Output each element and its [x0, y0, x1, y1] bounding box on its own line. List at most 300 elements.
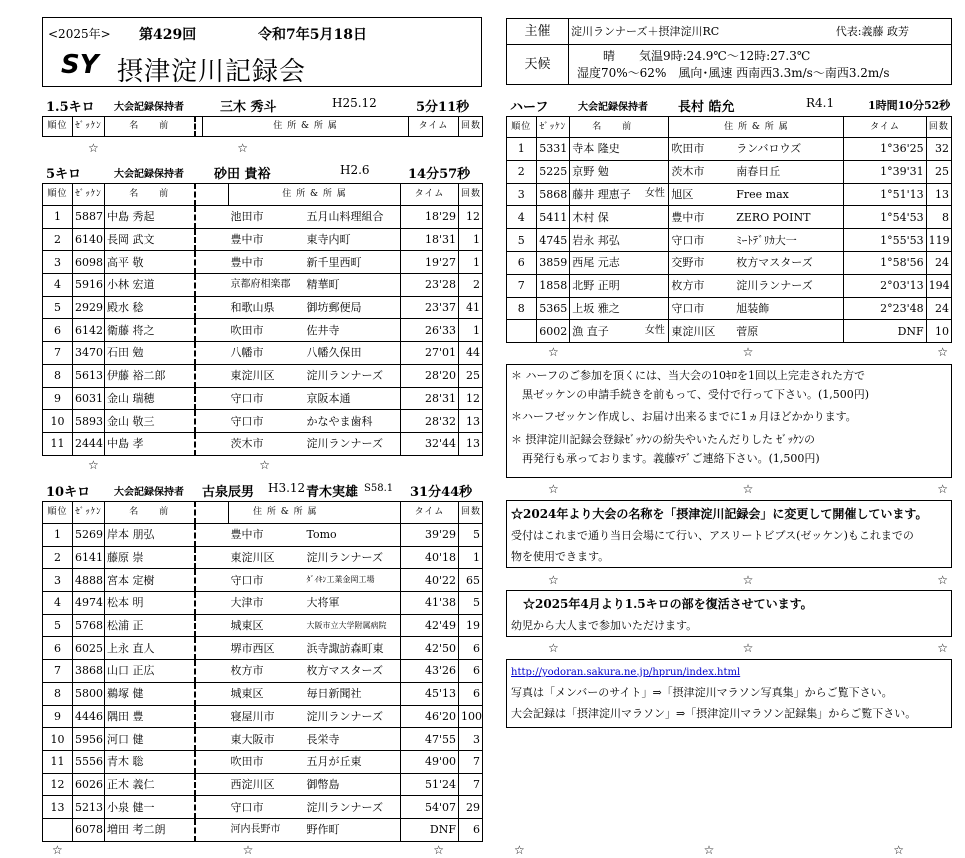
affiliation-cell: 京阪本通	[305, 387, 401, 410]
rank-cell: 2	[43, 546, 73, 569]
table-row	[507, 229, 952, 252]
count-cell: 44	[459, 342, 483, 365]
star-icon: ☆	[514, 843, 525, 857]
spacer-cell	[195, 569, 229, 592]
star-row	[88, 458, 270, 472]
city-cell: 堺市西区	[229, 637, 305, 660]
count-cell: 19	[459, 614, 483, 637]
star-icon: ☆	[548, 641, 559, 655]
note-text: 大会記録は「摂津淀川マラソン」⇒「摂津淀川マラソン記録集」からご覧下さい。	[511, 706, 917, 720]
table-5km	[42, 183, 483, 456]
city-cell: 大津市	[229, 592, 305, 615]
affiliation-cell: 淀川ランナーズ	[305, 364, 401, 387]
col-bib: ｾﾞｯｹﾝ	[73, 502, 105, 524]
rank-cell: 7	[43, 660, 73, 683]
col-bib: ｾﾞｯｹﾝ	[73, 184, 105, 206]
col-bib: ｾﾞｯｹﾝ	[73, 117, 105, 137]
gender-cell	[641, 297, 668, 320]
table-row	[43, 296, 483, 319]
name-cell: 隅田 豊	[105, 705, 195, 728]
name-cell: 河口 健	[105, 728, 195, 751]
count-cell: 24	[926, 251, 951, 274]
rank-cell: 9	[43, 387, 73, 410]
col-count: 回数	[459, 502, 483, 524]
city-cell: 吹田市	[229, 750, 305, 773]
name-cell: 松本 明	[105, 592, 195, 615]
name-cell: 藤井 理恵子	[570, 183, 642, 206]
spacer-cell	[195, 592, 229, 615]
table-row	[43, 750, 483, 773]
name-cell: 伊藤 裕二郎	[105, 364, 195, 387]
table-row	[43, 682, 483, 705]
spacer-cell	[195, 773, 229, 796]
name-cell: 宮本 定樹	[105, 569, 195, 592]
rank-cell: 5	[43, 296, 73, 319]
time-cell: DNF	[844, 320, 926, 343]
record-holder: 古泉辰男	[202, 485, 255, 500]
col-time: タイム	[401, 184, 459, 206]
holder-label: 大会記録保持者	[114, 487, 184, 498]
distance-label: ハーフ	[510, 100, 549, 115]
table-row	[507, 183, 952, 206]
table-row	[43, 432, 483, 455]
col-bib: ｾﾞｯｹﾝ	[536, 117, 570, 138]
table-1-5km	[42, 116, 483, 137]
count-cell: 1	[459, 251, 483, 274]
star-row	[548, 573, 948, 587]
city-cell: 京都府相楽郡	[229, 274, 305, 297]
count-cell: 194	[926, 274, 951, 297]
time-cell: 18'31	[401, 228, 459, 251]
col-name: 名 前	[105, 117, 195, 137]
note-half-entry	[506, 364, 952, 478]
rank-cell: 7	[43, 342, 73, 365]
bib-cell: 5868	[536, 183, 570, 206]
note-title: ☆2025年4月より1.5キロの部を復活させています。	[523, 597, 813, 611]
website-link[interactable]: http://yodoran.sakura.ne.jp/hprun/index.html	[511, 667, 741, 678]
name-cell: 山口 正広	[105, 660, 195, 683]
spacer-cell	[195, 637, 229, 660]
city-cell: 守口市	[229, 796, 305, 819]
table-row	[507, 274, 952, 297]
table-row	[43, 773, 483, 796]
affiliation-cell: 旭装飾	[734, 297, 844, 320]
distance-label: 5キロ	[46, 167, 82, 182]
bib-cell: 6026	[73, 773, 105, 796]
rank-cell: 10	[43, 410, 73, 433]
rank-cell: 1	[43, 524, 73, 547]
star-icon: ☆	[742, 345, 754, 359]
count-cell: 1	[459, 546, 483, 569]
affiliation-cell: 淀川ランナーズ	[305, 705, 401, 728]
record-date-2: S58.1	[364, 483, 394, 494]
record-date: H25.12	[332, 96, 377, 110]
bib-cell: 5365	[536, 297, 570, 320]
spacer-cell	[195, 818, 229, 841]
count-cell: 13	[459, 432, 483, 455]
record-date: R4.1	[806, 96, 835, 110]
affiliation-cell: ﾐｰﾄﾃﾞﾘｶ大一	[734, 229, 844, 252]
count-cell: 2	[459, 274, 483, 297]
rank-cell: 11	[43, 432, 73, 455]
table-row	[43, 228, 483, 251]
time-cell: 1°51'13	[844, 183, 926, 206]
name-cell: 西尾 元志	[570, 251, 642, 274]
bib-cell: 5269	[73, 524, 105, 547]
rank-cell: 11	[43, 750, 73, 773]
distance-label: 1.5キロ	[46, 100, 95, 115]
name-cell: 北野 正明	[570, 274, 642, 297]
affiliation-cell: 淀川ランナーズ	[734, 274, 844, 297]
note-1-5km	[506, 590, 952, 637]
record-holder: 三木 秀斗	[220, 100, 277, 115]
section-header-half	[508, 96, 954, 115]
year-tag: <2025年>	[48, 27, 111, 41]
col-rank: 順位	[43, 184, 73, 206]
table-row	[43, 251, 483, 274]
bib-cell: 5225	[536, 160, 570, 183]
time-cell: 1°36'25	[844, 138, 926, 161]
rank-cell: 6	[43, 319, 73, 342]
gender-cell: 女性	[641, 320, 668, 343]
city-cell: 守口市	[669, 297, 734, 320]
name-cell: 漁 直子	[570, 320, 642, 343]
star-row	[548, 482, 948, 496]
star-icon: ☆	[548, 345, 559, 359]
bib-cell: 5916	[73, 274, 105, 297]
count-cell: 24	[926, 297, 951, 320]
affiliation-cell: 大将軍	[305, 592, 401, 615]
table-row	[43, 274, 483, 297]
affiliation-cell: かなやま歯科	[305, 410, 401, 433]
star-icon: ☆	[259, 458, 270, 472]
rank-cell: 3	[507, 183, 537, 206]
affiliation-cell: 五月が丘東	[305, 750, 401, 773]
rank-cell: 8	[507, 297, 537, 320]
bib-cell: 3868	[73, 660, 105, 683]
star-icon: ☆	[88, 458, 99, 472]
col-count: 回数	[459, 184, 483, 206]
rank-cell: 13	[43, 796, 73, 819]
count-cell: 12	[459, 206, 483, 229]
spacer-cell	[195, 524, 229, 547]
count-cell: 6	[459, 637, 483, 660]
count-cell: 13	[459, 410, 483, 433]
affiliation-cell: 毎日新聞社	[305, 682, 401, 705]
table-row	[507, 138, 952, 161]
spacer-cell	[195, 796, 229, 819]
col-count: 回数	[459, 117, 483, 137]
city-cell: 河内長野市	[229, 818, 305, 841]
city-cell: 東淀川区	[229, 364, 305, 387]
affiliation-cell: 長栄寺	[305, 728, 401, 751]
weather-line2: 湿度70%〜62% 風向･風速 西南西3.3m/s〜南西3.2m/s	[577, 65, 890, 80]
time-cell: 28'20	[401, 364, 459, 387]
bib-cell: 6002	[536, 320, 570, 343]
city-cell: 豊中市	[229, 251, 305, 274]
city-cell: 東大阪市	[229, 728, 305, 751]
note-text: ＊ ハーフのご参加を頂くには、当大会の10ｷﾛを1回以上完走された方で	[511, 369, 865, 382]
spacer-cell	[195, 660, 229, 683]
time-cell: 47'55	[401, 728, 459, 751]
name-cell: 金山 瑞穂	[105, 387, 195, 410]
count-cell: 6	[459, 682, 483, 705]
name-cell: 高平 敬	[105, 251, 195, 274]
star-icon: ☆	[548, 482, 559, 496]
table-10km	[42, 501, 483, 842]
affiliation-cell: 枚方マスターズ	[734, 251, 844, 274]
affiliation-cell: ZERO POINT	[734, 206, 844, 229]
record-holder: 長村 皓允	[678, 100, 735, 115]
count-cell: 6	[459, 660, 483, 683]
city-cell: 茨木市	[229, 432, 305, 455]
star-icon: ☆	[937, 482, 948, 496]
star-icon: ☆	[52, 843, 63, 857]
table-row	[43, 614, 483, 637]
count-cell: 32	[926, 138, 951, 161]
note-links	[506, 659, 952, 728]
name-cell: 松浦 正	[105, 614, 195, 637]
representative: 代表:義藤 政芳	[835, 25, 909, 38]
count-cell: 7	[459, 773, 483, 796]
col-rank: 順位	[43, 117, 73, 137]
title-box	[42, 17, 482, 87]
time-cell: DNF	[401, 818, 459, 841]
time-cell: 1°55'53	[844, 229, 926, 252]
bib-cell: 4888	[73, 569, 105, 592]
time-cell: 51'24	[401, 773, 459, 796]
count-cell: 100	[459, 705, 483, 728]
bib-cell: 5887	[73, 206, 105, 229]
time-cell: 43'26	[401, 660, 459, 683]
gender-cell	[641, 160, 668, 183]
bib-cell: 5800	[73, 682, 105, 705]
record-time: 1時間10分52秒	[868, 99, 951, 112]
affiliation-cell: 精華町	[305, 274, 401, 297]
bib-cell: 6025	[73, 637, 105, 660]
city-cell: 旭区	[669, 183, 734, 206]
gender-cell	[641, 229, 668, 252]
name-cell: 小林 宏道	[105, 274, 195, 297]
name-cell: 増田 考二朗	[105, 818, 195, 841]
city-cell: 和歌山県	[229, 296, 305, 319]
weather-label: 天候	[507, 45, 569, 85]
city-cell: 茨木市	[669, 160, 734, 183]
star-icon: ☆	[742, 573, 754, 587]
rank-cell: 1	[507, 138, 537, 161]
bib-cell: 6098	[73, 251, 105, 274]
rank-cell: 10	[43, 728, 73, 751]
spacer-cell	[195, 364, 229, 387]
rank-cell: 2	[43, 228, 73, 251]
star-row	[548, 345, 948, 359]
section-header-5km	[44, 163, 484, 182]
city-cell: 池田市	[229, 206, 305, 229]
affiliation-cell: 新千里西町	[305, 251, 401, 274]
rank-cell: 5	[507, 229, 537, 252]
affiliation-cell: 佐井寺	[305, 319, 401, 342]
spacer-cell	[195, 319, 229, 342]
name-cell: 殿水 稔	[105, 296, 195, 319]
section-header-1-5km	[44, 96, 484, 115]
col-address: 住 所 & 所 属	[229, 502, 401, 524]
count-cell: 6	[459, 818, 483, 841]
city-cell: 枚方市	[229, 660, 305, 683]
affiliation-cell: 東寺内町	[305, 228, 401, 251]
note-text: 幼児から大人まで参加いただけます。	[511, 618, 698, 632]
distance-label: 10キロ	[46, 485, 91, 500]
bib-cell: 5213	[73, 796, 105, 819]
rank-cell: 4	[43, 592, 73, 615]
affiliation-cell: 野作町	[305, 818, 401, 841]
note-text: 物を使用できます。	[511, 549, 610, 563]
star-icon: ☆	[937, 573, 948, 587]
count-cell: 41	[459, 296, 483, 319]
spacer-cell	[195, 296, 229, 319]
city-cell: 吹田市	[669, 138, 734, 161]
time-cell: 27'01	[401, 342, 459, 365]
spacer-cell	[195, 546, 229, 569]
time-cell: 1°39'31	[844, 160, 926, 183]
time-cell: 23'37	[401, 296, 459, 319]
name-cell: 中島 秀起	[105, 206, 195, 229]
time-cell: 28'32	[401, 410, 459, 433]
note-rename	[506, 500, 952, 568]
city-cell: 守口市	[669, 229, 734, 252]
bib-cell: 6078	[73, 818, 105, 841]
gender-cell	[641, 206, 668, 229]
rank-cell	[507, 320, 537, 343]
time-cell: 1°54'53	[844, 206, 926, 229]
spacer-cell	[195, 614, 229, 637]
table-row	[507, 251, 952, 274]
bib-cell: 6140	[73, 228, 105, 251]
affiliation-cell: Tomo	[305, 524, 401, 547]
time-cell: 18'29	[401, 206, 459, 229]
time-cell: 42'50	[401, 637, 459, 660]
star-row	[88, 141, 248, 155]
star-icon: ☆	[237, 141, 248, 155]
time-cell: 40'18	[401, 546, 459, 569]
time-cell: 45'13	[401, 682, 459, 705]
count-cell: 29	[459, 796, 483, 819]
rank-cell: 9	[43, 705, 73, 728]
record-holder: 砂田 貴裕	[214, 167, 271, 182]
name-cell: 石田 勉	[105, 342, 195, 365]
table-row	[43, 569, 483, 592]
affiliation-cell: 五月山料理組合	[305, 206, 401, 229]
count-cell: 5	[459, 524, 483, 547]
table-half	[506, 116, 952, 343]
bib-cell: 4745	[536, 229, 570, 252]
bib-cell: 5411	[536, 206, 570, 229]
bib-cell: 5331	[536, 138, 570, 161]
holder-label: 大会記録保持者	[114, 169, 184, 180]
time-cell: 40'22	[401, 569, 459, 592]
star-icon: ☆	[703, 843, 715, 857]
name-cell: 京野 勉	[570, 160, 642, 183]
note-text: ＊ハーフゼッケン作成し、お届け出来るまでに1ヵ月ほどかかります。	[511, 410, 857, 424]
affiliation-cell: 枚方マスターズ	[305, 660, 401, 683]
page-title: 摂津淀川記録会	[117, 57, 307, 87]
name-cell: 藤原 崇	[105, 546, 195, 569]
table-row	[43, 592, 483, 615]
name-cell: 小泉 健一	[105, 796, 195, 819]
record-time: 5分11秒	[416, 100, 470, 115]
col-time: タイム	[844, 117, 926, 138]
holder-label: 大会記録保持者	[578, 102, 648, 113]
bib-cell: 2929	[73, 296, 105, 319]
count-cell: 65	[459, 569, 483, 592]
spacer-cell	[195, 274, 229, 297]
city-cell: 豊中市	[229, 524, 305, 547]
note-text: 黒ゼッケンの申請手続きを前もって、受付で行って下さい。(1,500円)	[511, 387, 870, 401]
record-time: 14分57秒	[408, 167, 471, 182]
name-cell: 金山 敬三	[105, 410, 195, 433]
city-cell: 守口市	[229, 387, 305, 410]
bib-cell: 6141	[73, 546, 105, 569]
host-label: 主催	[507, 19, 569, 45]
col-name: 名 前	[570, 117, 669, 138]
affiliation-cell: 淀川ランナーズ	[305, 546, 401, 569]
spacer-cell	[195, 410, 229, 433]
table-row	[507, 206, 952, 229]
spacer-cell	[195, 387, 229, 410]
holder-label: 大会記録保持者	[114, 102, 184, 113]
rank-cell: 1	[43, 206, 73, 229]
table-row	[43, 364, 483, 387]
round-number: 第429回	[139, 27, 197, 43]
rank-cell: 4	[507, 206, 537, 229]
city-cell: 八幡市	[229, 342, 305, 365]
col-rank: 順位	[507, 117, 537, 138]
weather-line1: 晴 気温9時:24.9℃〜12時:27.3℃	[603, 49, 811, 64]
star-icon: ☆	[742, 641, 754, 655]
spacer-cell	[195, 750, 229, 773]
name-cell: 鵜塚 健	[105, 682, 195, 705]
name-cell: 長岡 武文	[105, 228, 195, 251]
city-cell: 吹田市	[229, 319, 305, 342]
rank-cell: 3	[43, 251, 73, 274]
rank-cell: 4	[43, 274, 73, 297]
city-cell: 交野市	[669, 251, 734, 274]
affiliation-cell: 南春日丘	[734, 160, 844, 183]
time-cell: 54'07	[401, 796, 459, 819]
city-cell: 豊中市	[669, 206, 734, 229]
bib-cell: 1858	[536, 274, 570, 297]
rank-cell: 3	[43, 569, 73, 592]
star-icon: ☆	[937, 641, 948, 655]
count-cell: 119	[926, 229, 951, 252]
bib-cell: 6142	[73, 319, 105, 342]
affiliation-cell: 菅原	[734, 320, 844, 343]
gender-cell	[641, 274, 668, 297]
name-cell: 青木 聡	[105, 750, 195, 773]
star-icon: ☆	[937, 345, 948, 359]
time-cell: 2°23'48	[844, 297, 926, 320]
rank-cell: 5	[43, 614, 73, 637]
table-row	[507, 320, 952, 343]
bib-cell: 3470	[73, 342, 105, 365]
col-name: 名 前	[105, 184, 195, 206]
affiliation-cell: 大阪市立大学附属病院	[305, 614, 401, 637]
affiliation-cell: Free max	[734, 183, 844, 206]
city-cell: 寝屋川市	[229, 705, 305, 728]
name-cell: 寺本 隆史	[570, 138, 642, 161]
time-cell: 39'29	[401, 524, 459, 547]
name-cell: 岸本 朋弘	[105, 524, 195, 547]
rank-cell	[43, 818, 73, 841]
